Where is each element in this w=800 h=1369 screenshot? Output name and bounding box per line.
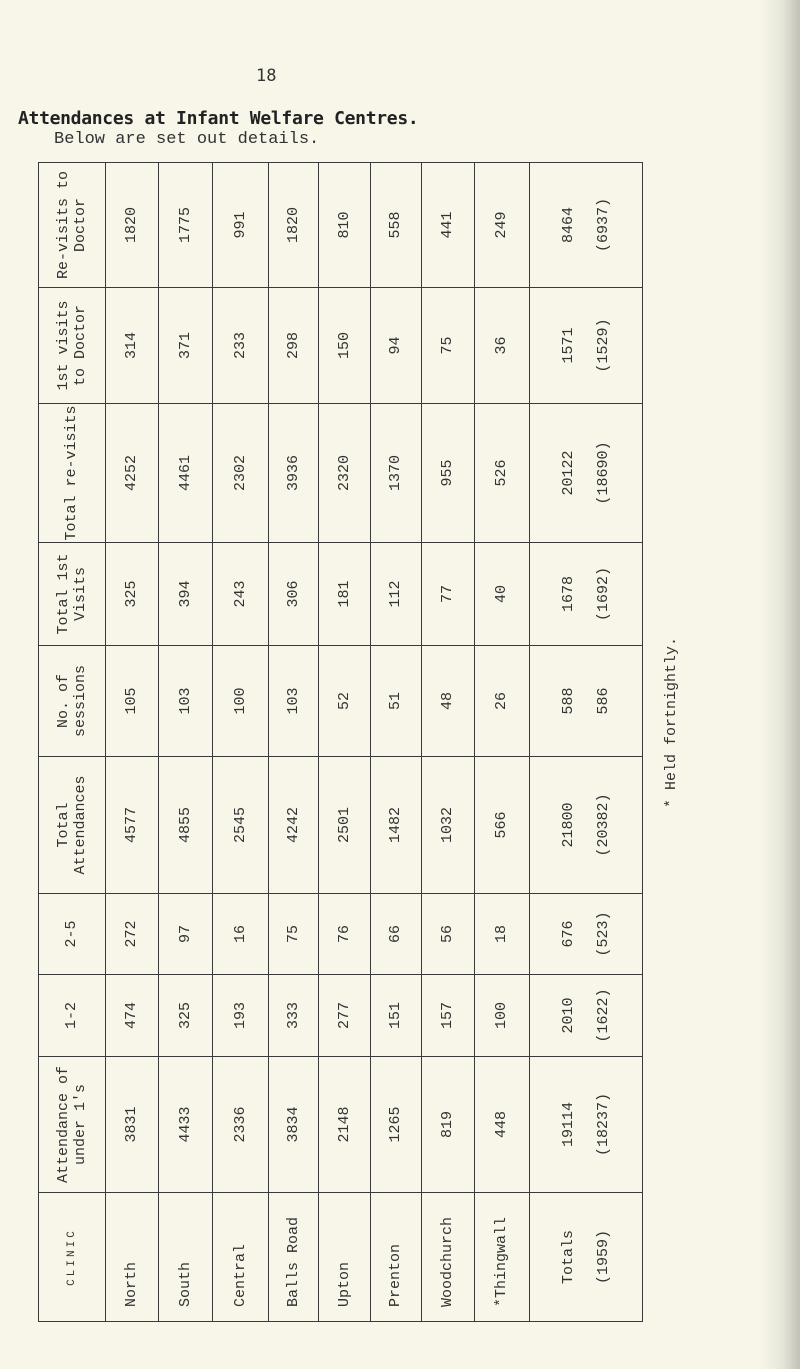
cell-total-revisits: 2302 (213, 404, 269, 543)
cell-1st-visits-doctor: 371 (159, 288, 213, 404)
cell-sessions: 103 (269, 646, 319, 757)
total-total-1st-visits (530, 543, 643, 646)
prev-year-value: (1692) (595, 567, 612, 622)
cell-total-1st-visits: 394 (159, 543, 213, 646)
cell-under-1: 3834 (269, 1057, 319, 1193)
cell-total-attendances: 1032 (422, 757, 475, 894)
header-sessions: No. of sessions (39, 646, 106, 757)
cell-under-1: 4433 (159, 1057, 213, 1193)
cell-under-1: 2148 (319, 1057, 371, 1193)
table-row (159, 163, 213, 1322)
prev-year-value: (20382) (595, 793, 612, 857)
cell-age-2-5: 97 (159, 894, 213, 975)
header-clinic: CLINIC (39, 1193, 106, 1322)
footnote-held-fortnightly: * Held fortnightly. (663, 636, 680, 808)
attendance-table-rotated (38, 163, 642, 1322)
totals-prev-year-label: (1959) (595, 1230, 612, 1285)
cell-age-1-2: 333 (269, 975, 319, 1057)
cell-age-1-2: 193 (213, 975, 269, 1057)
cell-sessions: 103 (159, 646, 213, 757)
header-row (39, 163, 106, 1322)
cell-age-2-5: 272 (106, 894, 159, 975)
table-row (213, 163, 269, 1322)
clinic-name: Central (213, 1193, 269, 1322)
prev-year-value: (523) (595, 911, 612, 957)
attendance-table (38, 162, 643, 1322)
prev-year-value: (18237) (595, 1093, 612, 1157)
total-value: 588 (559, 687, 577, 715)
total-value: 676 (559, 920, 577, 948)
table-row (269, 163, 319, 1322)
total-revisits-doctor (530, 163, 643, 288)
prev-year-value: (1529) (595, 318, 612, 373)
prev-year-value: 586 (595, 687, 612, 715)
cell-1st-visits-doctor: 298 (269, 288, 319, 404)
cell-age-1-2: 100 (475, 975, 530, 1057)
header-under-1: Attendance of under 1's (39, 1057, 106, 1193)
cell-total-attendances: 1482 (371, 757, 422, 894)
prev-year-value: (6937) (595, 198, 612, 253)
cell-total-attendances: 4242 (269, 757, 319, 894)
cell-age-2-5: 56 (422, 894, 475, 975)
total-sessions (530, 646, 643, 757)
total-age-1-2 (530, 975, 643, 1057)
clinic-name: North (106, 1193, 159, 1322)
cell-total-revisits: 526 (475, 404, 530, 543)
cell-revisits-doctor: 1775 (159, 163, 213, 288)
cell-1st-visits-doctor: 233 (213, 288, 269, 404)
cell-under-1: 819 (422, 1057, 475, 1193)
page-subtitle: Below are set out details. (54, 130, 320, 149)
cell-age-1-2: 151 (371, 975, 422, 1057)
cell-total-revisits: 4252 (106, 404, 159, 543)
cell-1st-visits-doctor: 150 (319, 288, 371, 404)
cell-sessions: 100 (213, 646, 269, 757)
totals-label-cell (530, 1193, 643, 1322)
cell-age-2-5: 16 (213, 894, 269, 975)
total-1st-visits-doctor (530, 288, 643, 404)
cell-sessions: 48 (422, 646, 475, 757)
cell-age-1-2: 325 (159, 975, 213, 1057)
cell-total-1st-visits: 77 (422, 543, 475, 646)
total-value: 8464 (559, 207, 577, 244)
cell-sessions: 51 (371, 646, 422, 757)
page-title: Attendances at Infant Welfare Centres. (18, 108, 419, 129)
cell-revisits-doctor: 1820 (269, 163, 319, 288)
cell-total-1st-visits: 181 (319, 543, 371, 646)
clinic-name: Balls Road (269, 1193, 319, 1322)
cell-sessions: 105 (106, 646, 159, 757)
cell-revisits-doctor: 441 (422, 163, 475, 288)
total-value: 2010 (559, 997, 577, 1034)
table-row (422, 163, 475, 1322)
cell-sessions: 26 (475, 646, 530, 757)
cell-total-1st-visits: 112 (371, 543, 422, 646)
total-age-2-5 (530, 894, 643, 975)
table-row (319, 163, 371, 1322)
total-value: 19114 (559, 1102, 577, 1148)
cell-total-1st-visits: 40 (475, 543, 530, 646)
table-row (475, 163, 530, 1322)
clinic-name: Prenton (371, 1193, 422, 1322)
cell-total-revisits: 1370 (371, 404, 422, 543)
cell-total-attendances: 2501 (319, 757, 371, 894)
cell-sessions: 52 (319, 646, 371, 757)
totals-label: Totals (559, 1230, 577, 1285)
total-value: 21800 (559, 802, 577, 848)
header-1st-visits-doctor: 1st visits to Doctor (39, 288, 106, 404)
table-row (106, 163, 159, 1322)
cell-total-revisits: 955 (422, 404, 475, 543)
total-total-attendances (530, 757, 643, 894)
header-revisits-doctor: Re-visits to Doctor (39, 163, 106, 288)
cell-1st-visits-doctor: 94 (371, 288, 422, 404)
cell-age-2-5: 76 (319, 894, 371, 975)
cell-total-attendances: 4577 (106, 757, 159, 894)
cell-total-1st-visits: 306 (269, 543, 319, 646)
totals-row (530, 163, 643, 1322)
cell-under-1: 3831 (106, 1057, 159, 1193)
cell-total-1st-visits: 325 (106, 543, 159, 646)
cell-total-revisits: 4461 (159, 404, 213, 543)
cell-total-attendances: 4855 (159, 757, 213, 894)
cell-under-1: 1265 (371, 1057, 422, 1193)
page-edge-shadow (760, 0, 800, 1369)
total-value: 20122 (559, 450, 577, 496)
header-age-1-2: 1-2 (39, 975, 106, 1057)
header-total-revisits: Total re-visits (39, 404, 106, 543)
cell-age-1-2: 157 (422, 975, 475, 1057)
cell-age-1-2: 277 (319, 975, 371, 1057)
header-total-attendances: Total Attendances (39, 757, 106, 894)
clinic-name: Upton (319, 1193, 371, 1322)
page-number: 18 (256, 66, 277, 86)
header-age-2-5: 2-5 (39, 894, 106, 975)
total-total-revisits (530, 404, 643, 543)
cell-total-attendances: 2545 (213, 757, 269, 894)
cell-age-1-2: 474 (106, 975, 159, 1057)
cell-under-1: 448 (475, 1057, 530, 1193)
cell-revisits-doctor: 810 (319, 163, 371, 288)
cell-age-2-5: 18 (475, 894, 530, 975)
header-total-1st-visits: Total 1st Visits (39, 543, 106, 646)
cell-age-2-5: 66 (371, 894, 422, 975)
clinic-name: South (159, 1193, 213, 1322)
cell-total-1st-visits: 243 (213, 543, 269, 646)
prev-year-value: (1622) (595, 988, 612, 1043)
cell-under-1: 2336 (213, 1057, 269, 1193)
cell-age-2-5: 75 (269, 894, 319, 975)
total-value: 1678 (559, 576, 577, 613)
cell-1st-visits-doctor: 36 (475, 288, 530, 404)
cell-revisits-doctor: 1820 (106, 163, 159, 288)
cell-revisits-doctor: 558 (371, 163, 422, 288)
cell-total-revisits: 2320 (319, 404, 371, 543)
total-value: 1571 (559, 327, 577, 364)
prev-year-value: (18690) (595, 441, 612, 505)
cell-total-revisits: 3936 (269, 404, 319, 543)
clinic-name: *Thingwall (475, 1193, 530, 1322)
cell-revisits-doctor: 991 (213, 163, 269, 288)
clinic-name: Woodchurch (422, 1193, 475, 1322)
total-under-1 (530, 1057, 643, 1193)
cell-revisits-doctor: 249 (475, 163, 530, 288)
cell-1st-visits-doctor: 314 (106, 288, 159, 404)
table-row (371, 163, 422, 1322)
cell-1st-visits-doctor: 75 (422, 288, 475, 404)
cell-total-attendances: 566 (475, 757, 530, 894)
